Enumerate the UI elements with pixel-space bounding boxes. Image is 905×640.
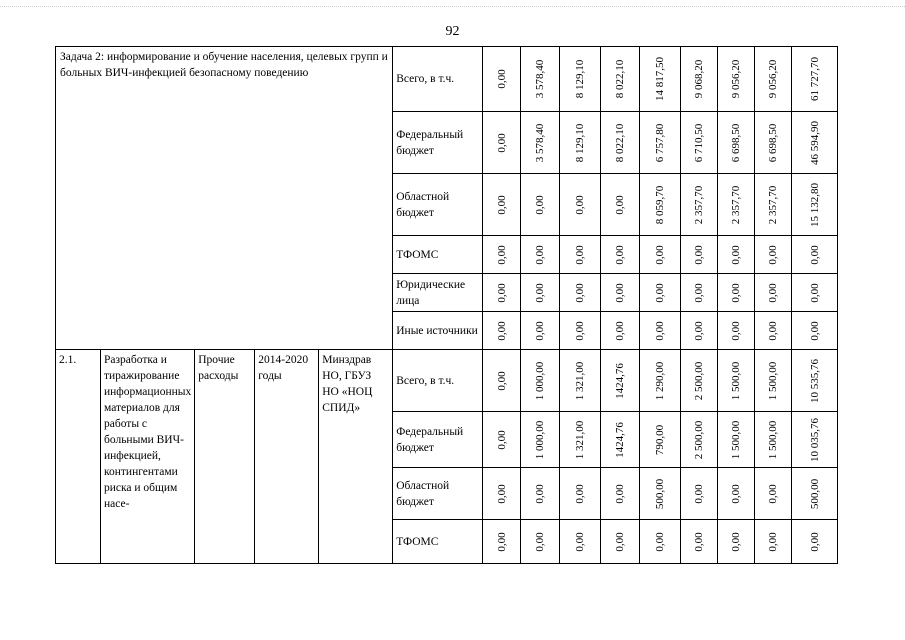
value-text: 8 022,10 [614, 123, 627, 162]
value-text: 0,00 [495, 282, 508, 303]
value-cell [681, 274, 718, 312]
value-text: 6 698,50 [767, 123, 780, 162]
value-text: 46 594,90 [808, 120, 821, 165]
value-text: 1 500,00 [730, 361, 743, 400]
value-text: 1 500,00 [767, 420, 780, 459]
value-cell [483, 468, 521, 520]
value-text: 0,00 [654, 320, 667, 341]
value-cell [792, 468, 838, 520]
source-label: Федеральный бюджет [393, 112, 483, 174]
scan-top-edge [0, 0, 905, 7]
value-cell [483, 236, 521, 274]
value-cell [640, 112, 681, 174]
value-cell [755, 468, 792, 520]
value-text: 0,00 [808, 531, 821, 552]
value-cell [718, 520, 755, 564]
value-cell [792, 236, 838, 274]
value-cell [521, 112, 560, 174]
value-text: 2 500,00 [693, 420, 706, 459]
value-text: 1 000,00 [534, 420, 547, 459]
source-label: Иные источники [393, 312, 483, 350]
value-cell [560, 112, 601, 174]
value-text: 0,00 [495, 370, 508, 391]
value-text: 0,00 [767, 282, 780, 303]
value-text: 0,00 [730, 531, 743, 552]
item-name: Разработка и тиражирование информационных материалов для работы с больными ВИЧ-инфекцией, контингентами риска и общим насе- [101, 350, 195, 564]
value-text: 1 000,00 [534, 361, 547, 400]
value-cell [601, 274, 640, 312]
value-cell [521, 174, 560, 236]
value-text: 0,00 [693, 320, 706, 341]
value-text: 0,00 [693, 531, 706, 552]
value-text: 14 817,50 [654, 57, 667, 101]
value-cell [601, 112, 640, 174]
value-cell [560, 520, 601, 564]
value-text: 6 710,50 [693, 123, 706, 162]
value-text: 1424,76 [614, 421, 627, 458]
value-text: 1424,76 [614, 362, 627, 399]
value-cell [560, 47, 601, 112]
value-cell [483, 174, 521, 236]
value-text: 1 321,00 [574, 361, 587, 400]
value-cell [640, 174, 681, 236]
value-cell [681, 312, 718, 350]
value-text: 8 059,70 [654, 185, 667, 224]
value-text: 0,00 [730, 282, 743, 303]
value-cell [483, 350, 521, 412]
value-cell [483, 312, 521, 350]
value-text: 0,00 [767, 483, 780, 504]
value-text: 500,00 [654, 478, 667, 509]
value-text: 0,00 [534, 483, 547, 504]
value-cell [681, 468, 718, 520]
value-cell [483, 47, 521, 112]
value-cell [483, 412, 521, 468]
value-text: 0,00 [534, 531, 547, 552]
value-cell [792, 412, 838, 468]
value-text: 0,00 [574, 282, 587, 303]
value-text: 8 129,10 [574, 59, 587, 99]
value-cell [681, 350, 718, 412]
value-text: 0,00 [495, 244, 508, 265]
value-cell [792, 112, 838, 174]
value-cell [755, 47, 792, 112]
value-cell [601, 468, 640, 520]
value-text: 0,00 [767, 244, 780, 265]
value-cell [681, 236, 718, 274]
value-cell [560, 312, 601, 350]
value-cell [640, 47, 681, 112]
value-cell [718, 274, 755, 312]
value-text: 0,00 [654, 244, 667, 265]
item-executor: Минздрав НО, ГБУЗ НО «НОЦ СПИД» [319, 350, 393, 564]
value-text: 0,00 [534, 244, 547, 265]
value-cell [521, 312, 560, 350]
value-cell [601, 236, 640, 274]
value-cell [755, 174, 792, 236]
page-number: 92 [445, 24, 460, 39]
value-cell [601, 520, 640, 564]
item-number: 2.1. [56, 350, 101, 564]
value-cell [718, 174, 755, 236]
value-cell [601, 412, 640, 468]
value-text: 10 035,76 [808, 417, 821, 462]
value-text: 1 290,00 [654, 361, 667, 400]
value-cell [792, 174, 838, 236]
value-cell [681, 412, 718, 468]
value-cell [755, 274, 792, 312]
value-text: 0,00 [495, 320, 508, 341]
item-expense-type: Прочие расходы [195, 350, 255, 564]
value-cell [681, 174, 718, 236]
value-cell [681, 112, 718, 174]
value-cell [521, 274, 560, 312]
value-text: 0,00 [614, 194, 627, 215]
value-text: 2 500,00 [693, 361, 706, 400]
source-label: Всего, в т.ч. [393, 350, 483, 412]
value-text: 0,00 [495, 483, 508, 504]
value-text: 2 357,70 [730, 185, 743, 224]
value-cell [755, 412, 792, 468]
source-label: Федеральный бюджет [393, 412, 483, 468]
value-text: 9 068,20 [693, 59, 706, 99]
value-cell [640, 468, 681, 520]
source-label: Областной бюджет [393, 468, 483, 520]
task-2-description: Задача 2: информирование и обучение населения, целевых групп и больных ВИЧ-инфекцией безопасному поведению [56, 47, 393, 350]
source-label: Областной бюджет [393, 174, 483, 236]
value-cell [718, 412, 755, 468]
value-text: 6 698,50 [730, 123, 743, 162]
value-text: 0,00 [730, 320, 743, 341]
value-text: 0,00 [495, 69, 508, 89]
value-cell [755, 312, 792, 350]
value-cell [640, 236, 681, 274]
value-text: 0,00 [614, 320, 627, 341]
value-text: 0,00 [574, 194, 587, 215]
value-text: 9 056,20 [767, 59, 780, 99]
value-cell [483, 112, 521, 174]
value-text: 0,00 [534, 282, 547, 303]
value-cell [792, 47, 838, 112]
program-table [55, 46, 838, 564]
value-cell [681, 47, 718, 112]
value-text: 1 321,00 [574, 420, 587, 459]
value-cell [483, 520, 521, 564]
value-text: 0,00 [730, 244, 743, 265]
value-cell [601, 47, 640, 112]
value-cell [640, 312, 681, 350]
value-cell [681, 520, 718, 564]
value-text: 500,00 [808, 478, 821, 509]
table-body [56, 47, 838, 564]
value-cell [560, 274, 601, 312]
value-text: 8 022,10 [614, 59, 627, 99]
value-text: 15 132,80 [808, 182, 821, 227]
source-label: ТФОМС [393, 236, 483, 274]
value-text: 0,00 [574, 244, 587, 265]
value-cell [718, 350, 755, 412]
value-cell [755, 236, 792, 274]
value-text: 3 578,40 [534, 59, 547, 99]
value-cell [601, 350, 640, 412]
value-text: 9 056,20 [730, 59, 743, 99]
value-text: 3 578,40 [534, 123, 547, 162]
value-text: 0,00 [693, 282, 706, 303]
value-cell [560, 350, 601, 412]
value-text: 0,00 [534, 320, 547, 341]
value-cell [601, 312, 640, 350]
value-cell [601, 174, 640, 236]
value-cell [640, 412, 681, 468]
value-text: 6 757,80 [654, 123, 667, 162]
value-text: 0,00 [495, 429, 508, 450]
value-text: 0,00 [654, 282, 667, 303]
value-cell [560, 412, 601, 468]
value-text: 0,00 [495, 132, 508, 153]
value-text: 0,00 [614, 244, 627, 265]
value-cell [521, 350, 560, 412]
value-text: 0,00 [808, 282, 821, 303]
source-label: Юридические лица [393, 274, 483, 312]
value-text: 0,00 [654, 531, 667, 552]
value-text: 0,00 [730, 483, 743, 504]
value-text: 0,00 [534, 194, 547, 215]
value-cell [792, 312, 838, 350]
value-text: 0,00 [693, 483, 706, 504]
value-cell [483, 274, 521, 312]
value-cell [521, 47, 560, 112]
value-text: 10 535,76 [808, 358, 821, 403]
value-cell [640, 350, 681, 412]
value-cell [521, 236, 560, 274]
value-text: 8 129,10 [574, 123, 587, 162]
value-cell [755, 520, 792, 564]
value-cell [718, 236, 755, 274]
value-cell [718, 312, 755, 350]
value-cell [560, 236, 601, 274]
value-text: 1 500,00 [730, 420, 743, 459]
value-text: 0,00 [574, 531, 587, 552]
value-text: 790,00 [654, 424, 667, 455]
value-cell [521, 468, 560, 520]
value-cell [792, 350, 838, 412]
value-text: 0,00 [693, 244, 706, 265]
value-text: 2 357,70 [767, 185, 780, 224]
value-text: 0,00 [614, 531, 627, 552]
value-cell [718, 468, 755, 520]
value-text: 0,00 [808, 320, 821, 341]
value-cell [792, 520, 838, 564]
value-text: 0,00 [767, 320, 780, 341]
value-cell [792, 274, 838, 312]
source-label: ТФОМС [393, 520, 483, 564]
value-cell [521, 412, 560, 468]
value-text: 0,00 [614, 483, 627, 504]
value-cell [755, 350, 792, 412]
value-text: 61 727,70 [808, 57, 821, 101]
value-cell [718, 112, 755, 174]
value-text: 0,00 [614, 282, 627, 303]
value-text: 0,00 [767, 531, 780, 552]
value-text: 0,00 [495, 194, 508, 215]
value-text: 0,00 [808, 244, 821, 265]
value-cell [560, 468, 601, 520]
value-cell [755, 112, 792, 174]
source-label: Всего, в т.ч. [393, 47, 483, 112]
value-cell [560, 174, 601, 236]
value-text: 0,00 [495, 531, 508, 552]
value-cell [718, 47, 755, 112]
value-cell [640, 520, 681, 564]
value-text: 0,00 [574, 320, 587, 341]
value-cell [521, 520, 560, 564]
item-period: 2014-2020 годы [255, 350, 319, 564]
value-text: 2 357,70 [693, 185, 706, 224]
value-text: 0,00 [574, 483, 587, 504]
value-cell [640, 274, 681, 312]
value-text: 1 500,00 [767, 361, 780, 400]
